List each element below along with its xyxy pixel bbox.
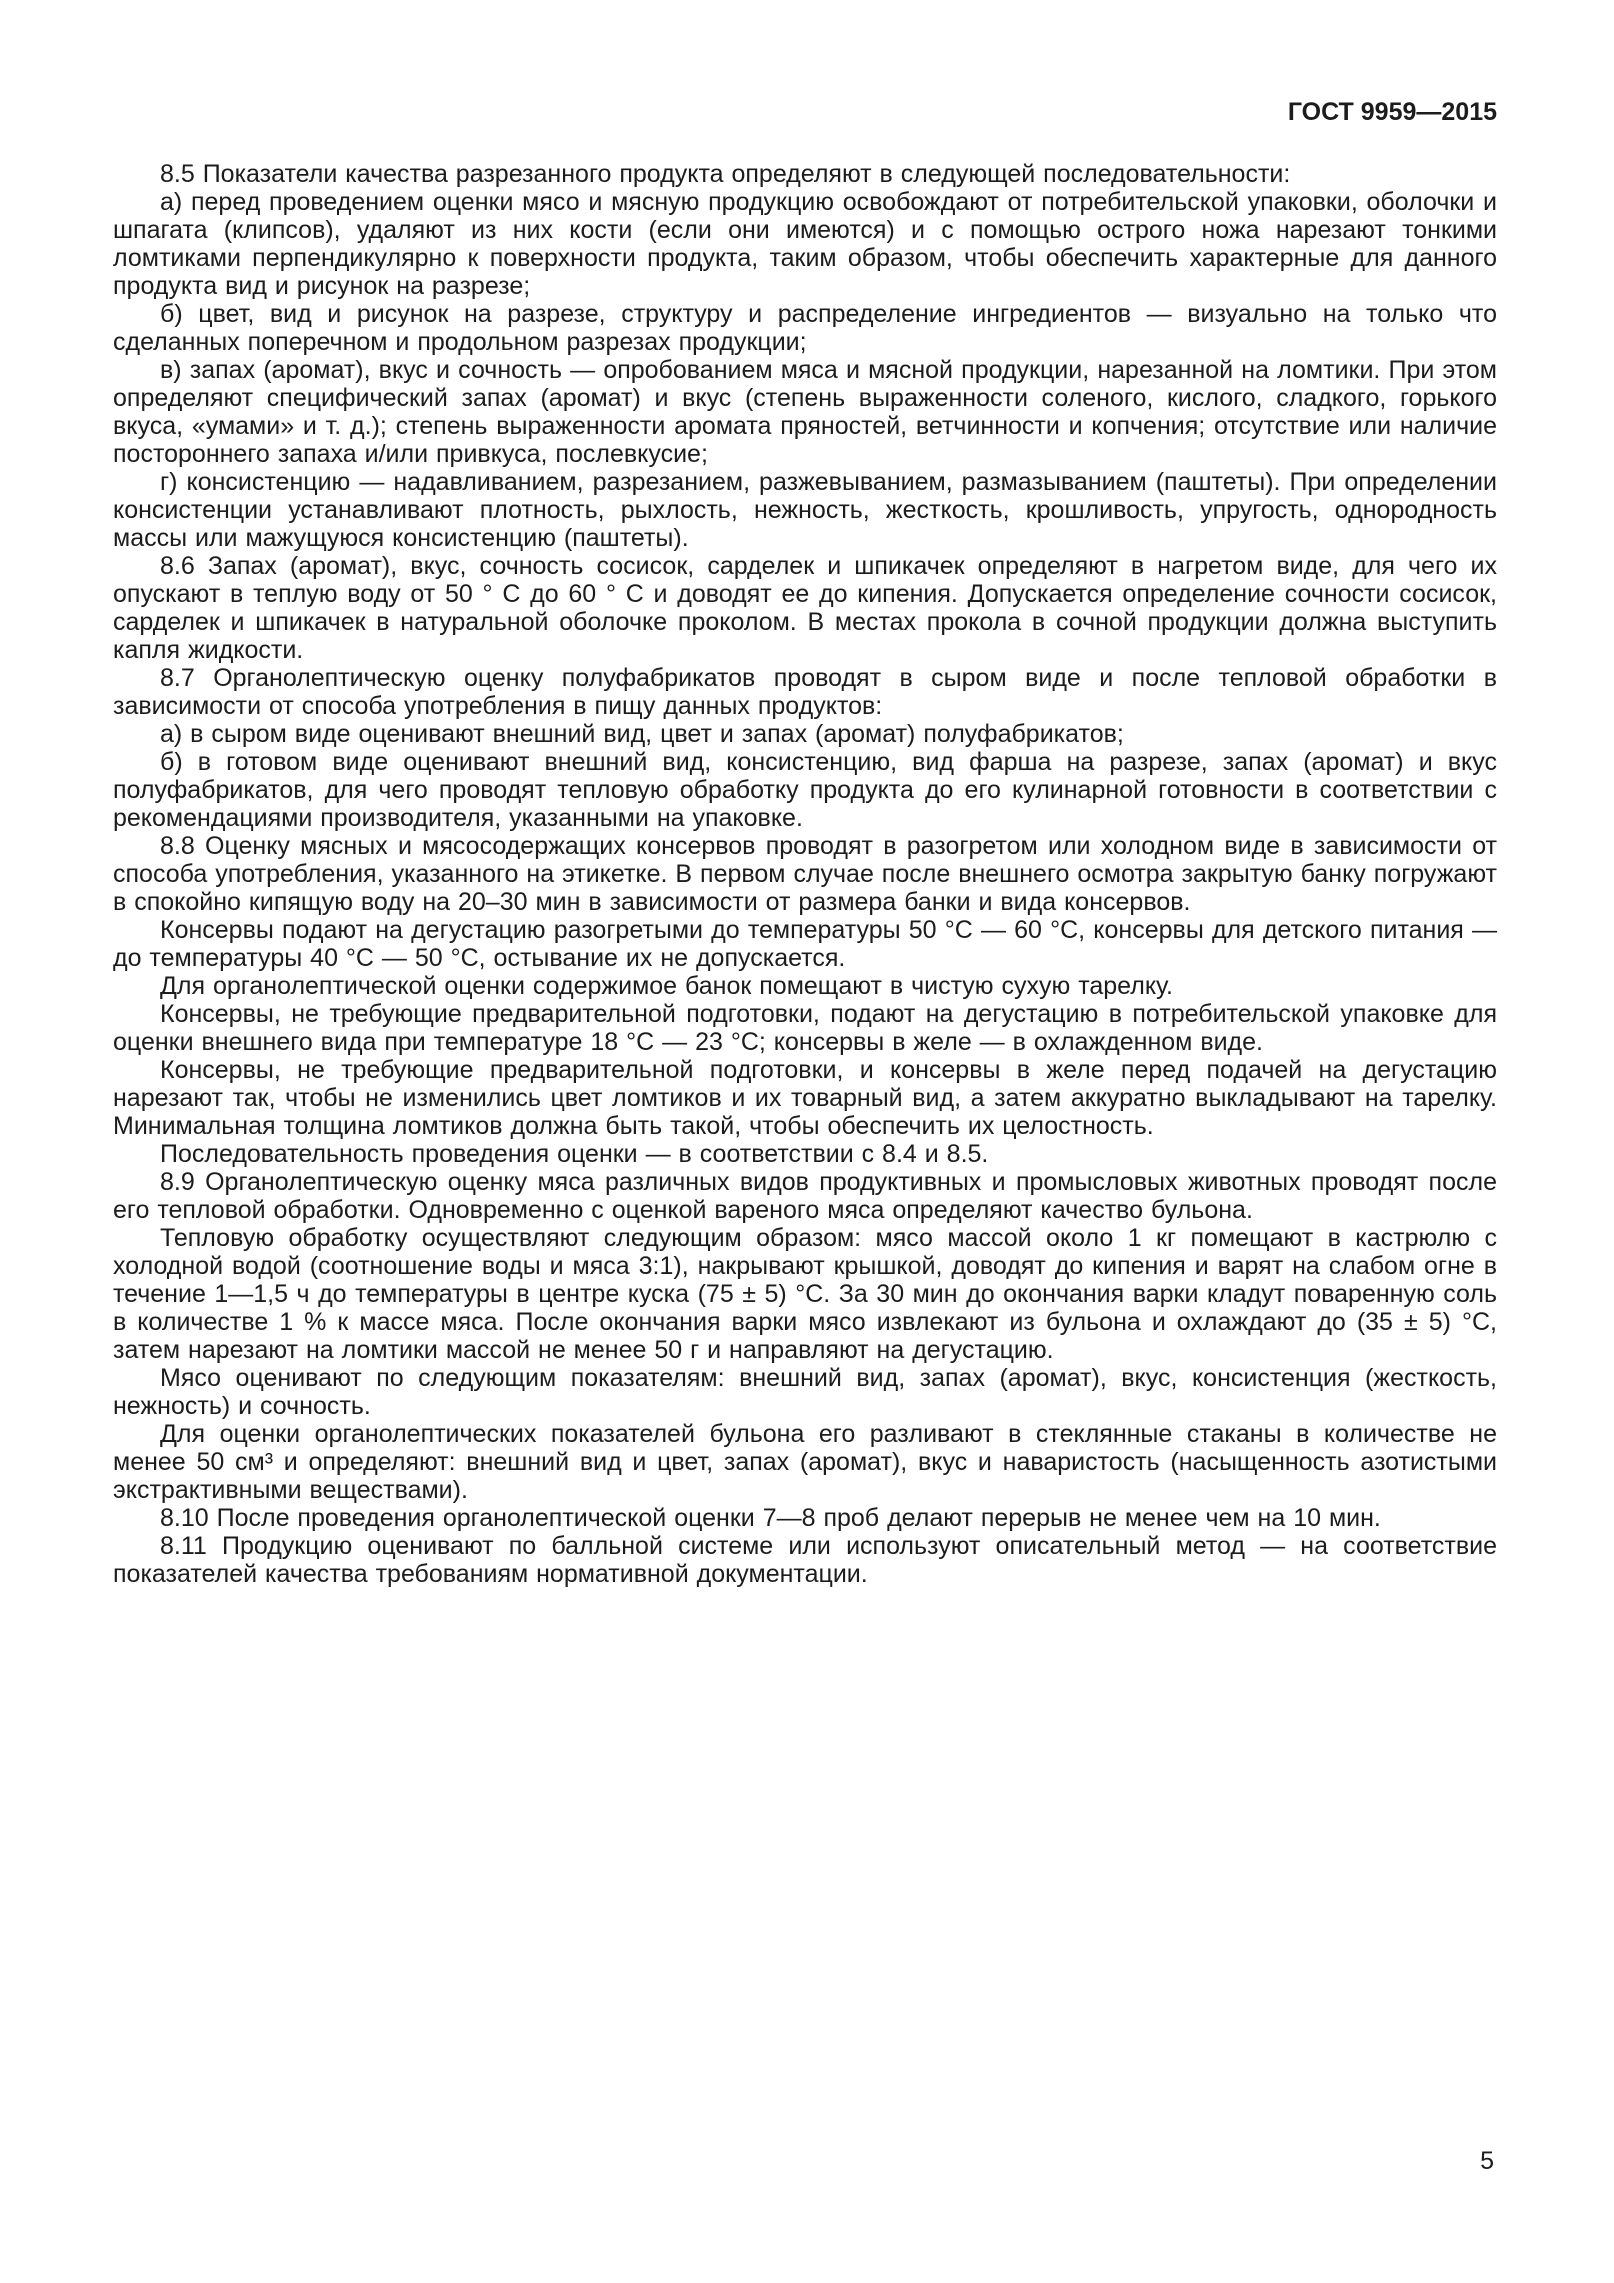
clause-8-9-para-2: Тепловую обработку осуществляют следующим образом: мясо массой около 1 кг помещают в кастрюлю с холодной водой (соотношение воды и мяса 3:1), накрывают крышкой, доводят до кипения и варят на слабом огне в течение 1—1,5 ч до температуры в центре куска (75 ± 5) °С. За 30 мин до окончания варки кладут поваренную соль в количестве 1 % к массе мяса. После окончания варки мясо извлекают из бульона и охлаждают до (35 ± 5) °С, затем нарезают на ломтики массой не менее 50 г и направляют на дегустацию. [113, 1224, 1497, 1364]
clause-8-5-item-a: а) перед проведением оценки мясо и мясную продукцию освобождают от потребительской упаковки, оболочки и шпагата (клипсов), удаляют из них кости (если они имеются) и с помощью острого ножа нарезают тонкими ломтиками перпендикулярно к поверхности продукта, таким образом, чтобы обеспечить характерные для данного продукта вид и рисунок на разрезе; [113, 188, 1497, 300]
clause-8-9-para-3: Мясо оценивают по следующим показателям: внешний вид, запах (аромат), вкус, консистенция (жесткость, нежность) и сочность. [113, 1364, 1497, 1420]
page-number: 5 [1480, 2147, 1494, 2175]
clause-8-9-para-4: Для оценки органолептических показателей бульона его разливают в стеклянные стаканы в количестве не менее 50 см³ и определяют: внешний вид и цвет, запах (аромат), вкус и наваристость (насыщенность азотистыми экстрактивными веществами). [113, 1420, 1497, 1504]
clause-8-9: 8.9 Органолептическую оценку мяса различных видов продуктивных и промысловых животных проводят после его тепловой обработки. Одновременно с оценкой вареного мяса определяют качество бульона. [113, 1168, 1497, 1224]
clause-8-10: 8.10 После проведения органолептической оценки 7—8 проб делают перерыв не менее чем на 10 мин. [160, 1504, 1381, 1532]
clause-8-7-item-a: а) в сыром виде оценивают внешний вид, цвет и запах (аромат) полуфабрикатов; [160, 720, 1124, 748]
clause-8-8-para-4: Консервы, не требующие предварительной подготовки, подают на дегустацию в потребительской упаковке для оценки внешнего вида при температуре 18 °С — 23 °С; консервы в желе — в охлажденном виде. [113, 1000, 1497, 1056]
clause-8-5-item-g: г) консистенцию — надавливанием, разрезанием, разжевыванием, размазыванием (паштеты). При определении консистенции устанавливают плотность, рыхлость, нежность, жесткость, крошливость, упругость, однородность массы или мажущуюся консистенцию (паштеты). [113, 468, 1497, 552]
clause-8-5-item-b: б) цвет, вид и рисунок на разрезе, структуру и распределение ингредиентов — визуально на только что сделанных поперечном и продольном разрезах продукции; [113, 300, 1497, 356]
clause-8-8-para-3: Для органолептической оценки содержимое банок помещают в чистую сухую тарелку. [160, 972, 1173, 1000]
clause-8-8: 8.8 Оценку мясных и мясосодержащих консервов проводят в разогретом или холодном виде в зависимости от способа употребления, указанного на этикетке. В первом случае после внешнего осмотра закрытую банку погружают в спокойно кипящую воду на 20–30 мин в зависимости от размера банки и вида консервов. [113, 832, 1497, 916]
clause-8-5-item-v: в) запах (аромат), вкус и сочность — опробованием мяса и мясной продукции, нарезанной на ломтики. При этом определяют специфический запах (аромат) и вкус (степень выраженности соленого, кислого, сладкого, горького вкуса, «умами» и т. д.); степень выраженности аромата пряностей, ветчинности и копчения; отсутствие или наличие постороннего запаха и/или привкуса, послевкусие; [113, 356, 1497, 468]
document-header: ГОСТ 9959—2015 [1287, 98, 1497, 126]
clause-8-5: 8.5 Показатели качества разрезанного продукта определяют в следующей последовательности: [160, 160, 1291, 188]
clause-8-6: 8.6 Запах (аромат), вкус, сочность сосисок, сарделек и шпикачек определяют в нагретом виде, для чего их опускают в теплую воду от 50 ° С до 60 ° С и доводят ее до кипения. Допускается определение сочности сосисок, сарделек и шпикачек в натуральной оболочке проколом. В местах прокола в сочной продукции должна выступить капля жидкости. [113, 552, 1497, 664]
clause-8-11: 8.11 Продукцию оценивают по балльной системе или используют описательный метод — на соответствие показателей качества требованиям нормативной документации. [113, 1532, 1497, 1588]
clause-8-7: 8.7 Органолептическую оценку полуфабрикатов проводят в сыром виде и после тепловой обработки в зависимости от способа употребления в пищу данных продуктов: [113, 664, 1497, 720]
clause-8-8-para-2: Консервы подают на дегустацию разогретыми до температуры 50 °С — 60 °С, консервы для детского питания — до температуры 40 °С — 50 °С, остывание их не допускается. [113, 916, 1497, 972]
clause-8-8-para-5: Консервы, не требующие предварительной подготовки, и консервы в желе перед подачей на дегустацию нарезают так, чтобы не изменились цвет ломтиков и их товарный вид, а затем аккуратно выкладывают на тарелку. Минимальная толщина ломтиков должна быть такой, чтобы обеспечить их целостность. [113, 1056, 1497, 1140]
clause-8-8-para-6: Последовательность проведения оценки — в соответствии с 8.4 и 8.5. [160, 1140, 989, 1168]
clause-8-7-item-b: б) в готовом виде оценивают внешний вид, консистенцию, вид фарша на разрезе, запах (аромат) и вкус полуфабрикатов, для чего проводят тепловую обработку продукта до его кулинарной готовности в соответствии с рекомендациями производителя, указанными на упаковке. [113, 748, 1497, 832]
document-body [113, 160, 1497, 1588]
